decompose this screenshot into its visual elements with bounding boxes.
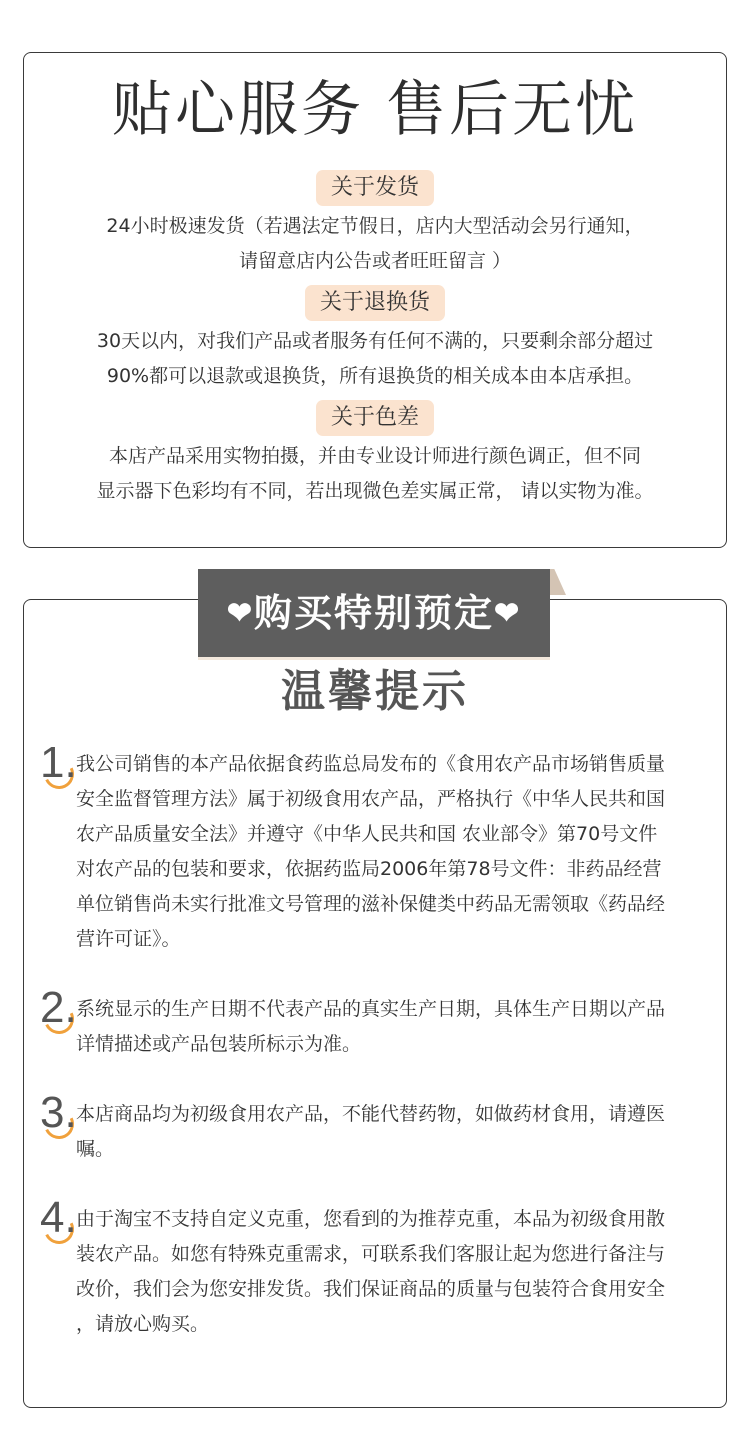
notice-line: ，请放心购买。 (76, 1313, 210, 1335)
notice-line: 农产品质量安全法》并遵守《中华人民共和国 农业部令》第70号文件 (76, 823, 658, 845)
banner-label: 购买特别预定 (253, 590, 494, 635)
color-diff-heading: 关于色差 (316, 400, 434, 436)
notice-line: 本店商品均为初级食用农产品，不能代替药物，如做药材食用，请遵医 (76, 1103, 666, 1125)
notice-line: 由于淘宝不支持自定义克重，您看到的为推荐克重，本品为初级食用散 (76, 1208, 666, 1230)
shipping-line: 请留意店内公告或者旺旺留言 ） (238, 250, 512, 272)
return-heading: 关于退换货 (305, 285, 445, 321)
number-badge (40, 1089, 76, 1137)
notice-number: 4. (40, 1193, 77, 1242)
notice-item (40, 1088, 700, 1167)
purchase-banner (198, 569, 550, 657)
notice-number: 2. (40, 983, 77, 1032)
shipping-heading: 关于发货 (316, 170, 434, 206)
notice-line: 安全监督管理方法》属于初级食用农产品，严格执行《中华人民共和国 (76, 788, 666, 810)
notice-line: 装农产品。如您有特殊克重需求，可联系我们客服让起为您进行备注与 (76, 1243, 666, 1265)
notice-line: 我公司销售的本产品依据食药监总局发布的《食用农产品市场销售质量 (76, 753, 666, 775)
service-title: 贴心服务 售后无忧 (111, 75, 639, 145)
shipping-text (0, 209, 750, 279)
notice-line: 嘱。 (76, 1138, 115, 1160)
notice-line: 对农产品的包装和要求，依据药监局2006年第78号文件：非药品经营 (76, 858, 662, 880)
notice-line: 改价，我们会为您安排发货。我们保证商品的质量与包装符合食用安全 (76, 1278, 666, 1300)
notice-item (40, 1193, 700, 1342)
shipping-line: 24小时极速发货（若遇法定节假日，店内大型活动会另行通知， (106, 215, 644, 237)
color-diff-text (0, 439, 750, 509)
notice-line: 营许可证》。 (76, 928, 181, 950)
number-badge (40, 984, 76, 1032)
number-badge (40, 739, 76, 787)
number-badge (40, 1194, 76, 1242)
notice-line: 单位销售尚未实行批准文号管理的滋补保健类中药品无需领取《药品经 (76, 893, 666, 915)
notice-line: 系统显示的生产日期不代表产品的真实生产日期，具体生产日期以产品 (76, 998, 666, 1020)
heart-icon: ❤ (494, 595, 522, 631)
color-diff-line: 显示器下色彩均有不同，若出现微色差实属正常， 请以实物为准。 (96, 480, 654, 502)
notice-line: 详情描述或产品包装所标示为准。 (76, 1033, 362, 1055)
notice-number: 3. (40, 1088, 77, 1137)
notice-item (40, 983, 700, 1062)
color-diff-line: 本店产品采用实物拍摄，并由专业设计师进行颜色调正，但不同 (108, 445, 641, 467)
return-text (0, 324, 750, 394)
notice-text (76, 1202, 700, 1342)
notice-title: 温馨提示 (281, 666, 469, 717)
notice-number: 1. (40, 738, 77, 787)
notice-text (76, 1097, 700, 1167)
return-line: 90%都可以退款或退换货，所有退换货的相关成本由本店承担。 (106, 365, 644, 387)
notice-item (40, 738, 700, 957)
notice-text (76, 992, 700, 1062)
heart-icon: ❤ (226, 595, 254, 631)
return-line: 30天以内，对我们产品或者服务有任何不满的，只要剩余部分超过 (96, 330, 654, 352)
notice-text (76, 747, 700, 957)
